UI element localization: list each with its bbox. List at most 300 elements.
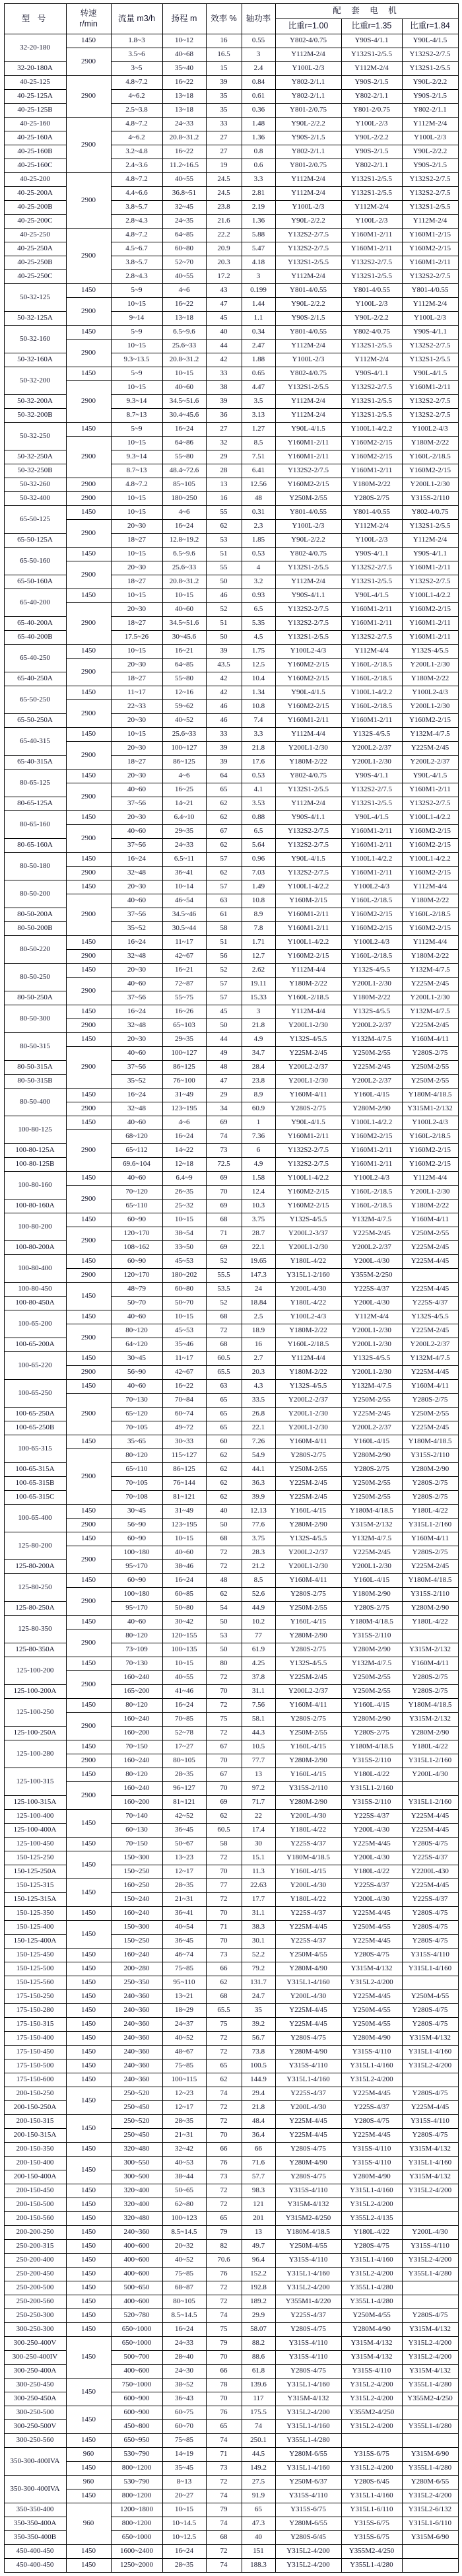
table-cell: Y90L-4/1.5 [275,853,341,867]
table-cell: 65-50-125 [4,506,66,534]
table-cell: 32-20-180 [4,34,66,62]
table-cell: 74 [206,2489,242,2503]
table-cell: 40~60 [111,783,162,797]
table-cell: Y280M-2/90 [402,1602,458,1616]
table-cell: 16 [242,1338,275,1352]
table-cell: 32~45 [162,201,206,215]
table-cell: 95~170 [111,1560,162,1574]
table-cell: 4~6.2 [111,131,162,145]
table-cell: 125-100-450 [4,1838,66,1851]
table-row [4,1519,458,1532]
table-cell: 250~450 [111,2129,162,2143]
table-cell: 51 [206,548,242,561]
table-cell: 69.6~104 [111,1158,162,1172]
table-cell: 40~52 [162,2032,206,2046]
table-cell: 192.8 [242,2281,275,2295]
table-cell: 300-250-450 [4,2379,66,2392]
table-cell: 40-25-160 [4,118,66,131]
table-cell: Y200L-4/30 [341,1851,402,1865]
table-cell: Y160M2-2/15 [275,672,341,686]
table-cell: 60~80 [162,1283,206,1297]
table-cell: Y180M-4/18.5 [275,1851,341,1865]
table-cell: 12.56 [242,478,275,492]
table-cell: Y200L2-2/37 [275,1394,341,1408]
table-cell: 250-200-560 [4,2295,66,2309]
table-cell: Y112M-2/4 [341,520,402,534]
table-cell: 30.5~44 [162,922,206,936]
table-cell: Y160L-4/15 [341,1699,402,1713]
table-cell: 160~200 [111,1796,162,1810]
table-cell: 1600~2400 [111,2545,162,2559]
table-cell: 55 [206,561,242,575]
table-cell: Y315S-2/110 [341,1796,402,1810]
table-cell: 20~30 [111,880,162,894]
table-cell: 300~500 [111,2170,162,2184]
table-cell: Y225M-4/45 [341,1935,402,1949]
table-cell: 76 [206,2268,242,2281]
table-cell: Y100L1-4/2.2 [275,936,341,950]
table-cell: 79 [206,2226,242,2240]
table-cell: 40~55 [162,173,206,187]
table-cell: 13~23 [162,1851,206,1865]
table-cell: Y802-2/1.1 [275,90,341,104]
table-cell: 27 [206,145,242,159]
table-cell: Y315L2-4/200 [341,2420,402,2434]
table-cell: 58.1 [242,1713,275,1727]
table-cell: 4~6 [162,506,206,520]
table-cell: 61.9 [242,1643,275,1657]
table-cell: 30.1 [242,1935,275,1949]
table-cell: 2.19 [242,201,275,215]
table-cell: 1450 [66,1921,111,1949]
table-cell: 1450 [66,2004,111,2018]
table-cell: 100-65-250A [4,1408,66,1421]
table-cell: 2.4 [242,62,275,76]
table-row [4,1754,458,1768]
table-cell: Y160M2-2/15 [341,922,402,936]
table-cell: Y160M2-2/15 [341,908,402,922]
table-cell: 1450 [66,1990,111,2004]
table-cell: 9.3~14 [111,395,162,409]
table-cell: 64~85 [162,229,206,242]
table-cell: 57 [206,880,242,894]
table-row [4,2198,458,2212]
table-cell: Y225M-2/45 [275,1047,341,1061]
table-cell: Y280M-4/90 [341,2323,402,2337]
table-cell: 7.56 [242,1699,275,1713]
table-cell: 100-80-160A [4,1199,66,1213]
table-cell: 61 [206,908,242,922]
table-cell: Y200L-4/30 [275,2101,341,2115]
table-cell: 81~121 [162,1796,206,1810]
table-cell: 45~53 [162,1255,206,1269]
table-cell: 250-200-400 [4,2254,66,2268]
table-cell: 74 [206,1130,242,1144]
table-row [4,492,458,506]
table-cell: Y100L2-4/3 [341,880,402,894]
table-cell: Y132S2-2/7.5 [402,409,458,423]
table-cell: 18~27 [111,756,162,769]
table-cell: 1450 [66,2545,111,2559]
table-cell: 25.6~33 [162,561,206,575]
table-cell: 240~360 [111,2018,162,2032]
table-cell: Y160M1-2/11 [275,908,341,922]
table-cell: 65 [242,2503,275,2517]
table-cell: 960 [66,2476,111,2489]
table-row [4,548,458,561]
table-cell: 68 [206,1532,242,1546]
table-cell: Y132S1-2/5.5 [341,575,402,589]
table-cell: 100-65-220 [4,1352,66,1380]
table-cell: 3.2 [242,575,275,589]
table-cell: 40~60 [111,1310,162,1324]
table-cell: 17.5~26 [111,631,162,645]
table-cell: 1.8~3 [111,34,162,48]
table-cell: Y90S-4/1.1 [341,34,402,48]
table-cell: Y280M-2/90 [341,1643,402,1657]
table-cell: 69 [206,1241,242,1255]
table-cell: 32-20-180A [4,62,66,76]
table-cell: 10~15 [162,1310,206,1324]
table-row [4,1657,458,1671]
table-cell: 2.7 [242,1352,275,1366]
table-cell: Y280S-2/75 [402,1477,458,1491]
table-cell: Y160M-4/11 [402,1532,458,1546]
table-cell: Y250M-2/55 [341,1047,402,1061]
table-cell: Y280S-4/75 [402,1921,458,1935]
table-cell: 50 [206,1616,242,1629]
table-cell: Y315M-2/132 [402,1643,458,1657]
table-cell: 2900 [66,659,111,686]
table-row [4,1838,458,1851]
table-cell: Y355L2-4/135 [341,2212,402,2226]
table-cell: 31.1 [242,1685,275,1699]
table-cell: 5~9 [111,284,162,298]
table-cell: 58.07 [242,2323,275,2337]
table-cell: 55~80 [162,450,206,464]
table-cell: 32~42 [162,2143,206,2157]
table-cell: 2900 [66,48,111,76]
table-cell: Y280S-4/75 [402,1935,458,1949]
table-cell: Y280S-2/75 [275,1643,341,1657]
table-cell: 800~1200 [111,2517,162,2531]
table-cell: Y280S-4/75 [402,2309,458,2323]
table-cell: 123~195 [162,1102,206,1116]
table-cell: 63 [206,894,242,908]
table-cell: 150-125-250 [4,1851,66,1865]
table-cell: 33.5 [242,1394,275,1408]
table-row [4,423,458,437]
table-cell: 16~24 [162,1130,206,1144]
table-cell: 3.8~5.7 [111,256,162,270]
table-cell: 95~110 [162,1976,206,1990]
table-cell: 60.9 [242,1102,275,1116]
table-cell: Y132S-4/5.5 [402,645,458,659]
table-cell: Y315L2-4/200 [275,2281,341,2295]
table-cell: 23.8 [242,1075,275,1089]
table-row [4,1019,458,1033]
table-cell: 10~15 [111,506,162,520]
table-cell: 44.1 [242,1463,275,1477]
table-cell: 10~15 [162,589,206,603]
table-cell: 59~62 [162,700,206,714]
table-cell: Y90L-2/2.2 [275,534,341,548]
table-cell: 100~180 [111,1588,162,1602]
table-cell: 2900 [66,437,111,478]
table-cell: Y225M-4/45 [341,1907,402,1921]
table-cell: 70.6 [206,2254,242,2268]
table-cell: Y280M-2/90 [341,1449,402,1463]
table-cell: 72~87 [162,978,206,991]
table-cell: Y160M2-2/15 [275,1199,341,1213]
table-cell: Y160M1-2/11 [402,381,458,395]
table-cell: 35 [206,104,242,118]
table-cell: 3.2~4.8 [111,145,162,159]
table-row [4,1616,458,1629]
table-cell: 12~18 [162,1158,206,1172]
table-cell: 1450 [66,2406,111,2434]
table-cell: 62 [206,1449,242,1463]
table-cell: Y225M-4/45 [341,2129,402,2143]
table-cell: 1.27 [242,423,275,437]
table-cell: 12~16 [162,686,206,700]
table-cell: Y280S-4/75 [341,1949,402,1962]
table-cell: 65-40-200 [4,589,66,617]
table-cell: Y132S1-2/5.5 [341,187,402,201]
table-cell: 4.8~7.2 [111,76,162,90]
table-cell: Y180M-2/90 [341,1588,402,1602]
table-cell: 76 [206,2157,242,2170]
table-cell: Y280M-4/90 [275,1962,341,1976]
table-cell: Y315L1-4/160 [402,2157,458,2170]
table-cell: Y801-4/0.55 [275,284,341,298]
table-row [4,1588,458,1602]
table-cell: 27 [206,131,242,145]
table-cell: 32 [206,437,242,450]
table-cell: Y225S-4/37 [341,1283,402,1297]
table-cell: Y200L2-2/37 [402,756,458,769]
table-cell: Y802-2/1.1 [275,145,341,159]
table-cell: 38 [206,381,242,395]
table-cell: Y225M-4/45 [341,1990,402,2004]
table-cell: 60~74 [162,1408,206,1421]
table-cell: Y200L2-2/37 [275,1061,341,1075]
table-cell: 65 [206,2059,242,2073]
table-cell: 62~80 [162,2198,206,2212]
table-cell: 77 [242,1629,275,1643]
table-cell: 8.9 [242,908,275,922]
table-row [4,742,458,756]
table-cell: 2.4~3.6 [111,159,162,173]
table-cell: Y225S-4/37 [275,2309,341,2323]
table-cell: 40-25-250 [4,229,66,242]
table-cell: 57.7 [242,2170,275,2184]
table-cell: Y180M-4/18.5 [341,1616,402,1629]
table-cell: 60.5 [206,1824,242,1838]
table-cell: 12.8~19.2 [162,534,206,548]
table-cell: 250-200-315 [4,2240,66,2254]
table-cell: Y315M1-2/132 [402,1102,458,1116]
table-cell: 26~35 [162,1186,206,1199]
table-cell: 11.3 [242,1865,275,1879]
table-cell: 24~33 [162,2337,206,2351]
table-cell: Y132S1-2/5.5 [275,783,341,797]
table-cell: Y280S-2/75 [402,1546,458,1560]
table-cell: 24~33 [162,839,206,853]
table-cell: 64~86 [162,437,206,450]
table-row [4,520,458,534]
table-row [4,2087,458,2101]
table-cell: 1450 [66,1255,111,1269]
table-cell: Y200L1-2/30 [341,1366,402,1380]
table-cell: 40~60 [162,1546,206,1560]
table-cell: 1450 [66,2087,111,2115]
table-cell: 75 [206,2018,242,2032]
table-cell: 86~125 [162,756,206,769]
table-cell: 50 [206,1643,242,1657]
table-cell: 67 [206,825,242,839]
table-cell: 4~6 [162,769,206,783]
table-cell [402,1782,458,1796]
table-cell: Y280M-2/90 [275,1796,341,1810]
table-cell: Y355L1-4/280 [341,2281,402,2295]
table-cell: 1450 [66,2046,111,2059]
table-cell: 100-80-450 [4,1283,66,1297]
table-cell: 2.5 [242,1310,275,1324]
table-cell: Y315L2-4/200 [402,2059,458,2073]
table-cell: Y200L2-2/37 [402,1338,458,1352]
table-row [4,1671,458,1685]
table-cell: Y225S-4/37 [275,1907,341,1921]
table-cell: 400~600 [111,2268,162,2281]
table-cell: 28 [206,464,242,478]
table-cell: 8.9 [242,1089,275,1102]
table-cell: Y315S-6/75 [341,2448,402,2462]
table-cell: 28~35 [162,2559,206,2573]
table-cell [402,1976,458,1990]
table-cell: 1450 [66,367,111,381]
table-row [4,1990,458,2004]
table-cell: 2.62 [242,964,275,978]
table-cell: 8.5~14.5 [162,2226,206,2240]
table-cell: 40~60 [111,1116,162,1130]
table-cell: 5~9 [111,423,162,437]
table-cell: 50~67 [162,1838,206,1851]
table-cell: 60~130 [111,1824,162,1838]
table-cell: Y315L1-4/160 [341,2254,402,2268]
table-cell: 50-32-200 [4,367,66,395]
table-cell: 25.6~33 [162,728,206,742]
table-cell: 1450 [66,1213,111,1227]
table-cell: Y280M-2/90 [275,1754,341,1768]
table-cell: Y280M-4/90 [341,2032,402,2046]
table-cell: 121 [242,2198,275,2212]
table-cell: Y802-4/0.75 [341,326,402,340]
table-cell: Y200L2-2/37 [341,1421,402,1435]
table-cell: 16~24 [162,1699,206,1713]
table-cell: 80-50-200 [4,880,66,908]
table-cell: 2900 [66,1588,111,1616]
table-row [4,1102,458,1116]
table-cell: 520~780 [111,2309,162,2323]
table-cell: Y100L1-4/2.2 [275,880,341,894]
table-cell: 62 [206,839,242,853]
table-cell: 200-150-315A [4,2129,66,2143]
table-cell: 33~50 [162,1241,206,1255]
table-cell: Y250M-4/55 [341,1921,402,1935]
table-cell: 160~200 [111,1727,162,1740]
table-cell: 62 [206,1810,242,1824]
table-cell: Y90L-2/2.2 [275,298,341,312]
table-cell: 300-250-400V [4,2337,66,2351]
table-cell: 69 [206,1172,242,1186]
table-cell: 150-125-400 [4,1921,66,1935]
table-cell: 147.3 [242,1269,275,1283]
table-cell: 240~360 [111,2046,162,2059]
table-cell: Y315M-4/132 [275,2198,341,2212]
table-cell: Y112M-4/4 [275,964,341,978]
table-cell: 80-50-200B [4,922,66,936]
table-cell: Y315L1-4/160 [275,2073,341,2087]
table-cell: 200-200-250 [4,2226,66,2240]
table-cell: 28.3 [242,1546,275,1560]
table-cell: 70~84 [162,1394,206,1408]
table-cell: 3.75 [242,1213,275,1227]
table-cell: 4~6 [162,1116,206,1130]
table-cell: 3.75 [242,1532,275,1546]
table-cell: 16~24 [162,423,206,437]
table-cell: 61.8 [242,2365,275,2379]
table-cell: Y250M-2/55 [341,1685,402,1699]
table-cell: 650~1000 [111,2337,162,2351]
table-cell: 70~120 [111,1186,162,1199]
table-cell: 0.36 [242,104,275,118]
table-cell: 2900 [66,825,111,853]
table-cell: 5.88 [242,229,275,242]
table-cell: Y225S-4/37 [341,2101,402,2115]
column-header-flow: 流量 m3/h [111,4,162,34]
table-cell: 66 [206,2365,242,2379]
table-cell: Y200L-4/30 [341,1893,402,1907]
table-cell: Y315L1-4/160 [275,2379,341,2392]
table-cell: 49 [206,1047,242,1061]
table-cell: 70 [206,1754,242,1768]
table-cell: 200-150-560 [4,2212,66,2226]
table-cell: 73 [206,1144,242,1158]
table-cell: 200-150-400A [4,2170,66,2184]
table-cell: Y132S1-2/5.5 [402,201,458,215]
table-cell: Y160M1-2/11 [341,617,402,631]
table-cell: 240~360 [111,2226,162,2240]
table-cell: 75 [206,2323,242,2337]
table-cell: 21.6 [206,215,242,229]
table-cell: 1450 [66,880,111,894]
table-row [4,589,458,603]
table-cell: 10~14.5 [162,2517,206,2531]
table-cell: Y112M-2/4 [275,575,341,589]
table-cell: Y180M-4/18.5 [402,1574,458,1588]
table-cell: 125-80-250 [4,1574,66,1602]
table-cell: Y802-2/1.1 [402,104,458,118]
table-cell: 65 [206,1394,242,1408]
table-cell: 70 [206,1935,242,1949]
table-cell: 29.9 [242,2309,275,2323]
table-cell: 65.5 [206,2004,242,2018]
table-cell: 100-80-160 [4,1172,66,1199]
table-row [4,1546,458,1560]
table-cell: 40-25-125 [4,76,66,90]
table-cell: 32~48 [111,867,162,880]
